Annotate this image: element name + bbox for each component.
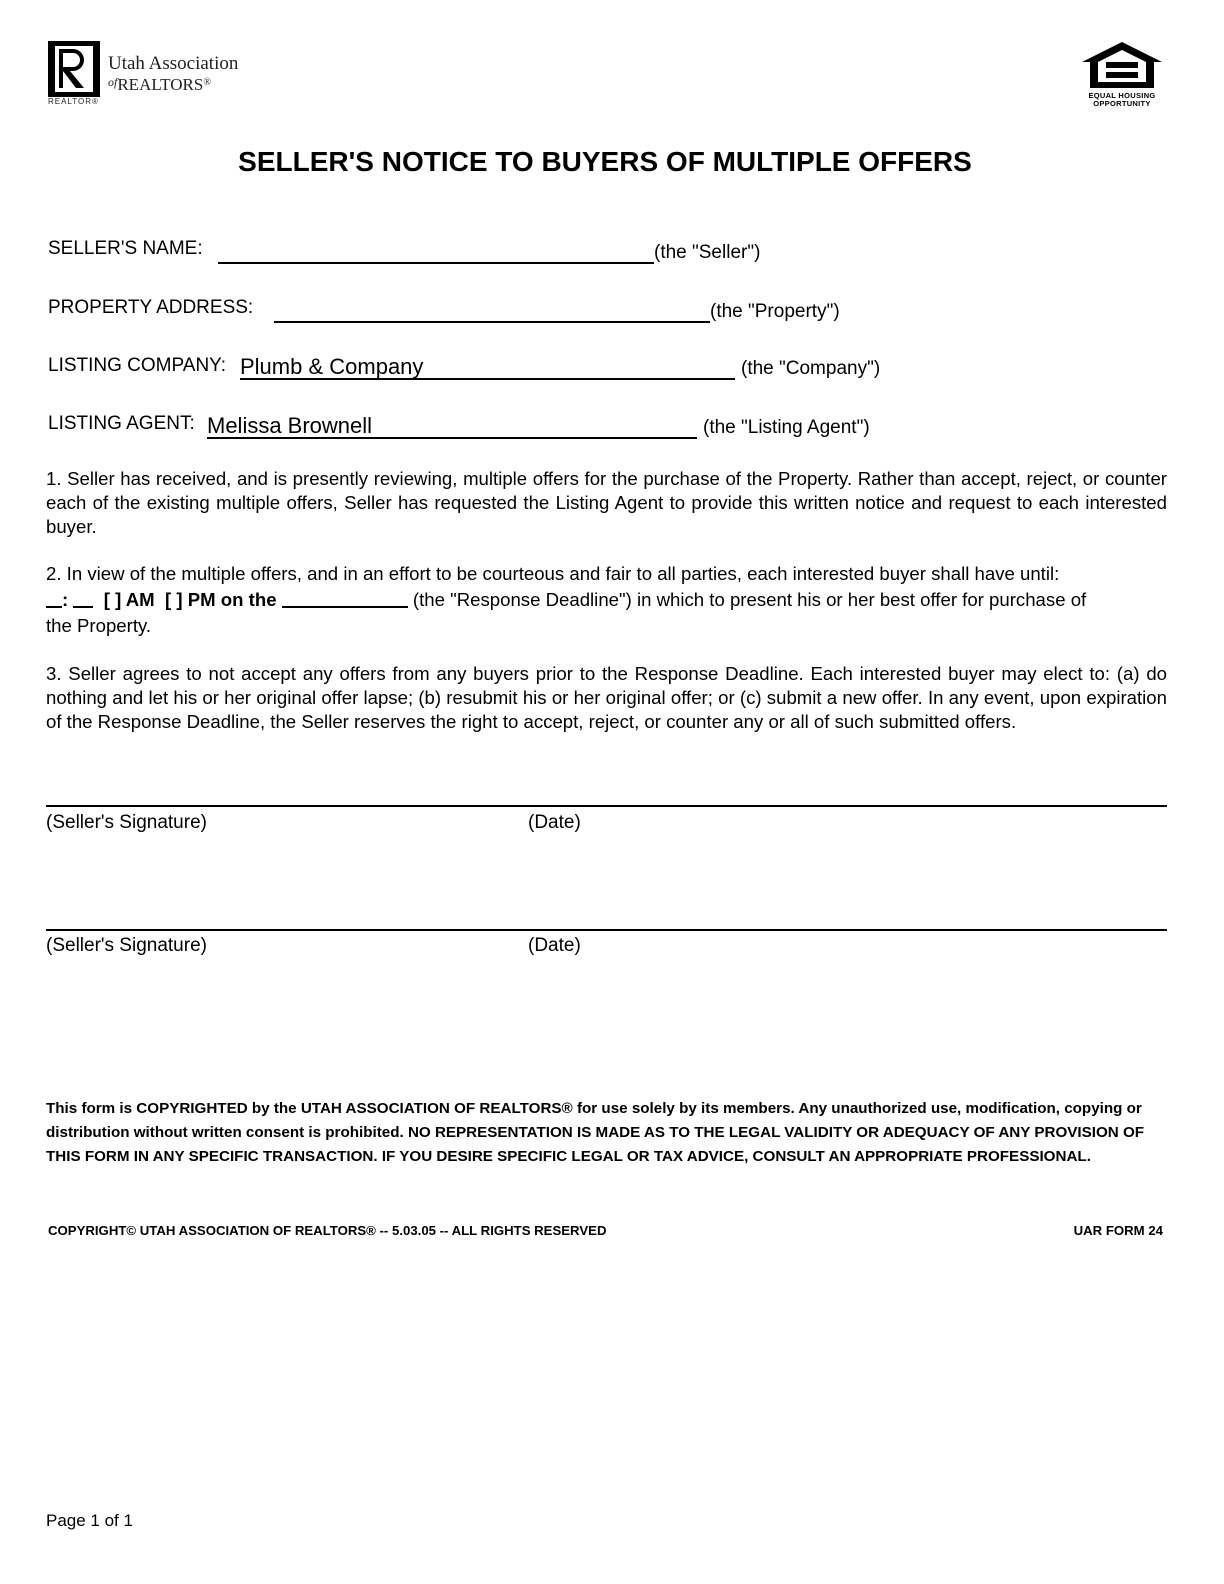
listing-agent-value: Melissa Brownell bbox=[207, 413, 373, 438]
equal-housing-caption: EQUAL HOUSING OPPORTUNITY bbox=[1088, 91, 1156, 108]
date-label-1: (Date) bbox=[528, 812, 581, 833]
company-suffix: (the "Company") bbox=[741, 358, 881, 379]
property-suffix: (the "Property") bbox=[710, 301, 840, 322]
footer-form-number: UAR FORM 24 bbox=[1073, 1223, 1163, 1238]
paragraph-2-intro: 2. In view of the multiple offers, and in an effort to be courteous and fair to all parties, each interested buyer shall have until: bbox=[46, 563, 1060, 584]
listing-company-value: Plumb & Company bbox=[240, 354, 424, 379]
listing-company-label: LISTING COMPANY: bbox=[48, 355, 227, 376]
signature-line-2[interactable] bbox=[46, 929, 1167, 931]
logo-realtors-text: $^{of}$REALTORS® bbox=[108, 75, 211, 94]
pm-checkbox[interactable]: [ ] PM on the bbox=[165, 589, 277, 610]
am-checkbox[interactable]: [ ] AM bbox=[103, 589, 155, 610]
seller-suffix: (the "Seller") bbox=[654, 242, 761, 263]
page-title: SELLER'S NOTICE TO BUYERS OF MULTIPLE OFFERS bbox=[238, 146, 972, 177]
paragraph-2-end: the Property. bbox=[46, 615, 152, 636]
property-address-field[interactable] bbox=[274, 297, 710, 323]
deadline-hour-blank[interactable] bbox=[46, 588, 62, 608]
deadline-minute-blank[interactable] bbox=[73, 588, 93, 608]
footer-copyright: COPYRIGHT© UTAH ASSOCIATION OF REALTORS® -- 5.03.05 -- ALL RIGHTS RESERVED bbox=[48, 1223, 607, 1238]
listing-company-field[interactable] bbox=[240, 354, 735, 380]
agent-suffix: (the "Listing Agent") bbox=[703, 417, 870, 438]
seller-name-label: SELLER'S NAME: bbox=[48, 238, 203, 259]
seller-name-field[interactable] bbox=[218, 238, 654, 264]
seller-signature-label-2: (Seller's Signature) bbox=[46, 935, 207, 956]
date-label-2: (Date) bbox=[528, 935, 581, 956]
deadline-line: : [ ] AM [ ] PM on the (the "Response Deadline") in which to present his or her best offer for purchase of bbox=[46, 587, 1167, 613]
listing-agent-label: LISTING AGENT: bbox=[48, 413, 195, 434]
listing-agent-field[interactable] bbox=[207, 413, 697, 439]
logo-realtor-caption: REALTOR® bbox=[48, 97, 99, 106]
property-address-label: PROPERTY ADDRESS: bbox=[48, 297, 254, 318]
realtor-logo-icon bbox=[48, 41, 100, 97]
seller-signature-label-1: (Seller's Signature) bbox=[46, 812, 207, 833]
signature-line-1[interactable] bbox=[46, 805, 1167, 807]
deadline-date-blank[interactable] bbox=[282, 588, 408, 608]
equal-housing-icon bbox=[1080, 40, 1164, 90]
page-number: Page 1 of 1 bbox=[46, 1511, 133, 1530]
paragraph-1: 1. Seller has received, and is presently reviewing, multiple offers for the purchase of the Property. Rather than accept, reject, or counter each of the existing multiple offers, Seller has requested the Listing Agent to provide this written notice and request to each interested buyer. bbox=[46, 468, 1167, 537]
paragraph-3: 3. Seller agrees to not accept any offers from any buyers prior to the Response Deadline. Each interested buyer may elect to: (a) do nothing and let his or her original offer lapse; (b) resubmit his or her original offer; or (c) submit a new offer. In any event, upon expiration of the Response Deadline, the Seller reserves the right to accept, reject, or counter any or all of such submitted offers. bbox=[46, 663, 1167, 732]
paragraph-2 bbox=[46, 561, 1167, 639]
copyright-notice: This form is COPYRIGHTED by the UTAH ASSOCIATION OF REALTORS® for use solely by its members. Any unauthorized use, modification, copying or distribution without written consent is prohibited. NO REPRESENTATION IS MADE AS TO THE LEGAL VALIDITY OR ADEQUACY OF ANY PROVISION OF THIS FORM IN ANY SPECIFIC TRANSACTION. IF YOU DESIRE SPECIFIC LEGAL OR TAX ADVICE, CONSULT AN APPROPRIATE PROFESSIONAL. bbox=[46, 1100, 1145, 1165]
logo-association-text: Utah Association bbox=[108, 53, 239, 74]
